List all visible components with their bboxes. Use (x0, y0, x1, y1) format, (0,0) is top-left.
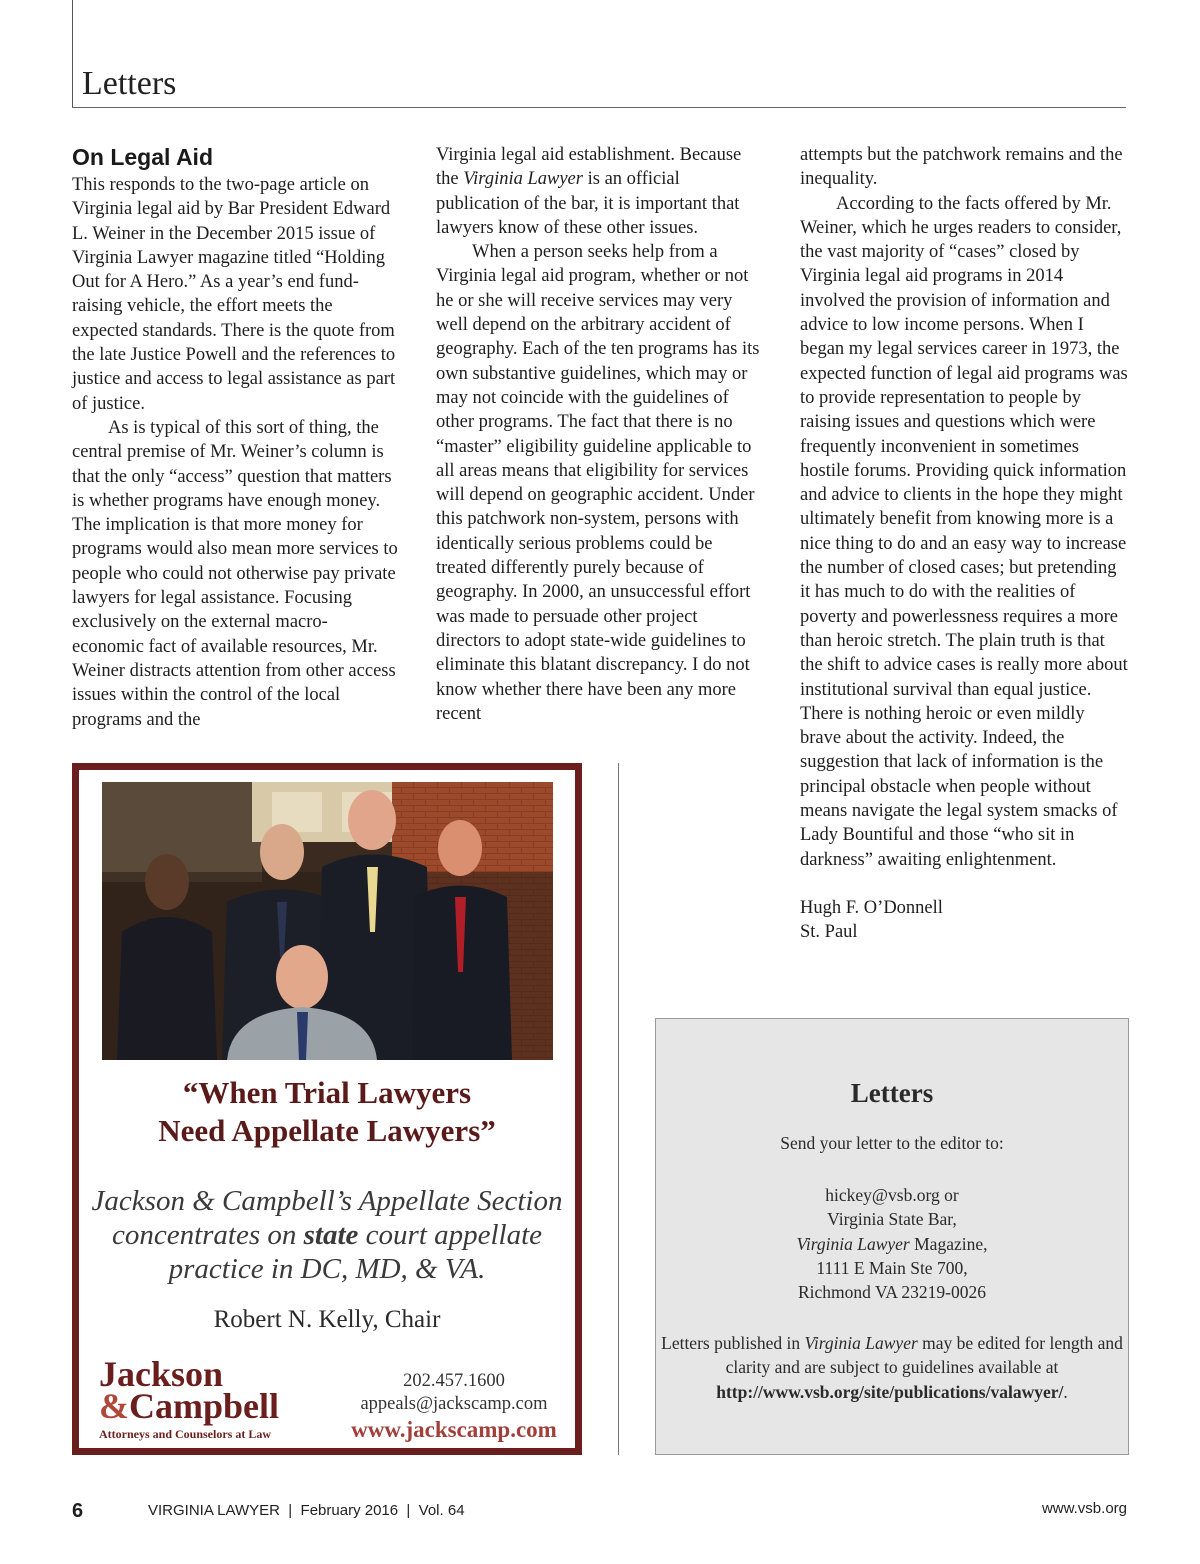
p3-text-b: is an official publication of the bar, it is important that lawyers know of these other issues. (436, 169, 740, 238)
ad-contact-info (349, 1370, 559, 1444)
article-paragraph-6: According to the facts offered by Mr. Weiner, which he urges readers to consider, the vast majority of “cases” closed by Virginia legal aid programs in 2014 involved the provision of information and advice to low income persons. When I began my legal services career in 1973, the expected function of legal aid programs was to provide representation to people by raising issues and questions which were frequently inconvenient in sometimes hostile forums. Providing quick information and advice to clients in the hope they might ultimately benefit from knowing more is a nice thing to do and an easy way to increase the number of closed cases; but pretending it has much to do with the realities of poverty and powerlessness requires a more than heroic stretch. The plain truth is that the shift to advice cases is really more about institutional survival than equal justice. There is nothing heroic or even mildly brave about the activity. Indeed, the suggestion that lack of information is the principal obstacle when people without means navigate the legal system smacks of Lady Bountiful and those “who sit in darkness” awaiting enlightenment. (800, 193, 1128, 870)
group-portrait-photo (102, 782, 553, 1060)
letters-url-period: . (1063, 1381, 1068, 1402)
article-column-1 (72, 143, 398, 732)
top-vertical-rule (72, 0, 73, 108)
ad-description-line-3: practice in DC, MD, & VA. (168, 1253, 486, 1285)
jackson-campbell-logo (99, 1354, 299, 1442)
desc-text-b: court appellate (358, 1219, 543, 1251)
logo-campbell: Campbell (129, 1386, 280, 1426)
letters-box-title: Letters (850, 1078, 934, 1108)
article-paragraph-1: This responds to the two-page article on Virginia legal aid by Bar President Edward L. Weiner in the December 2015 issue of Virginia Lawyer magazine titled “Holding Out for A Hero.” As a year’s end fund-raising vehicle, the effort meets the expected standards. There is the quote from the late Justice Powell and the references to justice and access to legal assistance as part of justice. (72, 175, 396, 414)
letters-addr-line-4: 1111 E Main Ste 700, (816, 1257, 968, 1278)
logo-line-1: Jackson (99, 1354, 224, 1394)
logo-tagline: Attorneys and Counselors at Law (99, 1427, 272, 1441)
article-heading: On Legal Aid (72, 144, 213, 170)
footer-publication-text: VIRGINIA LAWYER | February 2016 | Vol. 64 (148, 1502, 465, 1519)
ad-description (79, 1184, 575, 1286)
footer-publication (148, 1502, 465, 1519)
ad-chair-name: Robert N. Kelly, Chair (213, 1306, 441, 1333)
letters-note-a: Letters published in (661, 1333, 805, 1353)
section-title: Letters (82, 65, 177, 102)
ad-description-line-2 (79, 1218, 575, 1252)
article-column-2 (436, 143, 766, 726)
ad-headline-line-2: Need Appellate Lawyers” (158, 1113, 496, 1148)
footer-website-link[interactable]: www.vsb.org (1041, 1500, 1127, 1517)
letters-send-to: Send your letter to the editor to: (780, 1133, 1004, 1153)
letters-addr-line-2: Virginia State Bar, (827, 1209, 957, 1230)
letters-note-italic: Virginia Lawyer (804, 1333, 918, 1353)
article-paragraph-3 (436, 143, 766, 240)
photo-illustration (102, 782, 553, 1060)
header-rule (72, 107, 1126, 108)
ad-description-line-1: Jackson & Campbell’s Appellate Section (91, 1185, 563, 1217)
signature-name: Hugh F. O’Donnell (800, 897, 943, 918)
ad-headline-line-1: “When Trial Lawyers (182, 1075, 472, 1110)
ad-website-link[interactable]: www.jackscamp.com (351, 1417, 557, 1442)
logo-ampersand: & (99, 1386, 129, 1426)
letters-magazine-rest: Magazine, (909, 1233, 988, 1254)
letters-info-box (655, 1018, 1129, 1455)
article-paragraph-2: As is typical of this sort of thing, the central premise of Mr. Weiner’s column is that the only “access” question that matters is whether programs have enough money. The implication is that more money for programs would also mean more services to people who could not otherwise pay private lawyers for legal assistance. Focusing exclusively on the external macro-economic fact of available resources, Mr. Weiner distracts attention from other access issues within the control of the local programs and the (72, 417, 398, 730)
ad-email-link[interactable]: appeals@jackscamp.com (360, 1394, 548, 1414)
letters-note-b: may be edited for length and clarity and are subject to guidelines available at (725, 1333, 1123, 1378)
article-column-3 (800, 143, 1130, 945)
article-paragraph-4: When a person seeks help from a Virginia legal aid program, whether or not he or she will receive services may very well depend on the arbitrary accident of geography. Each of the ten programs has its own substantive guidelines, which may or may not coincide with the guidelines of other programs. The fact that there is no “master” eligibility guideline applicable to all areas means that eligibility for services will depend on geographic accident. Under this patchwork non-system, persons with identically serious problems could be treated differently purely because of geography. In 2000, an unsuccessful effort was made to persuade other project directors to adopt state-wide guidelines to eliminate this blatant discrepancy. I do not know whether there have been any more recent (436, 242, 760, 724)
letters-guidelines-link[interactable]: http://www.vsb.org/site/publications/valawyer/ (716, 1381, 1064, 1402)
ad-phone: 202.457.1600 (403, 1371, 505, 1391)
p3-text-a: Virginia legal aid establishment. Because the (436, 145, 742, 190)
letters-note (656, 1331, 1128, 1404)
jackson-campbell-advertisement[interactable] (72, 763, 582, 1455)
letters-addr-line-5: Richmond VA 23219-0026 (798, 1282, 986, 1303)
letters-magazine-italic: Virginia Lawyer (796, 1233, 910, 1254)
signature-place: St. Paul (800, 922, 858, 943)
ad-headline (79, 1074, 575, 1150)
logo-line-2 (99, 1386, 299, 1426)
desc-bold-state: state (303, 1219, 359, 1251)
column-divider (618, 763, 619, 1455)
letters-addr-line-3 (656, 1232, 1128, 1256)
p3-italic-title: Virginia Lawyer (463, 169, 583, 190)
desc-text-a: concentrates on (111, 1219, 304, 1251)
letters-email-link[interactable]: hickey@vsb.org or (825, 1185, 959, 1205)
page-number: 6 (72, 1500, 84, 1522)
letters-address (656, 1183, 1128, 1304)
article-paragraph-5: attempts but the patchwork remains and the inequality. (800, 145, 1123, 190)
